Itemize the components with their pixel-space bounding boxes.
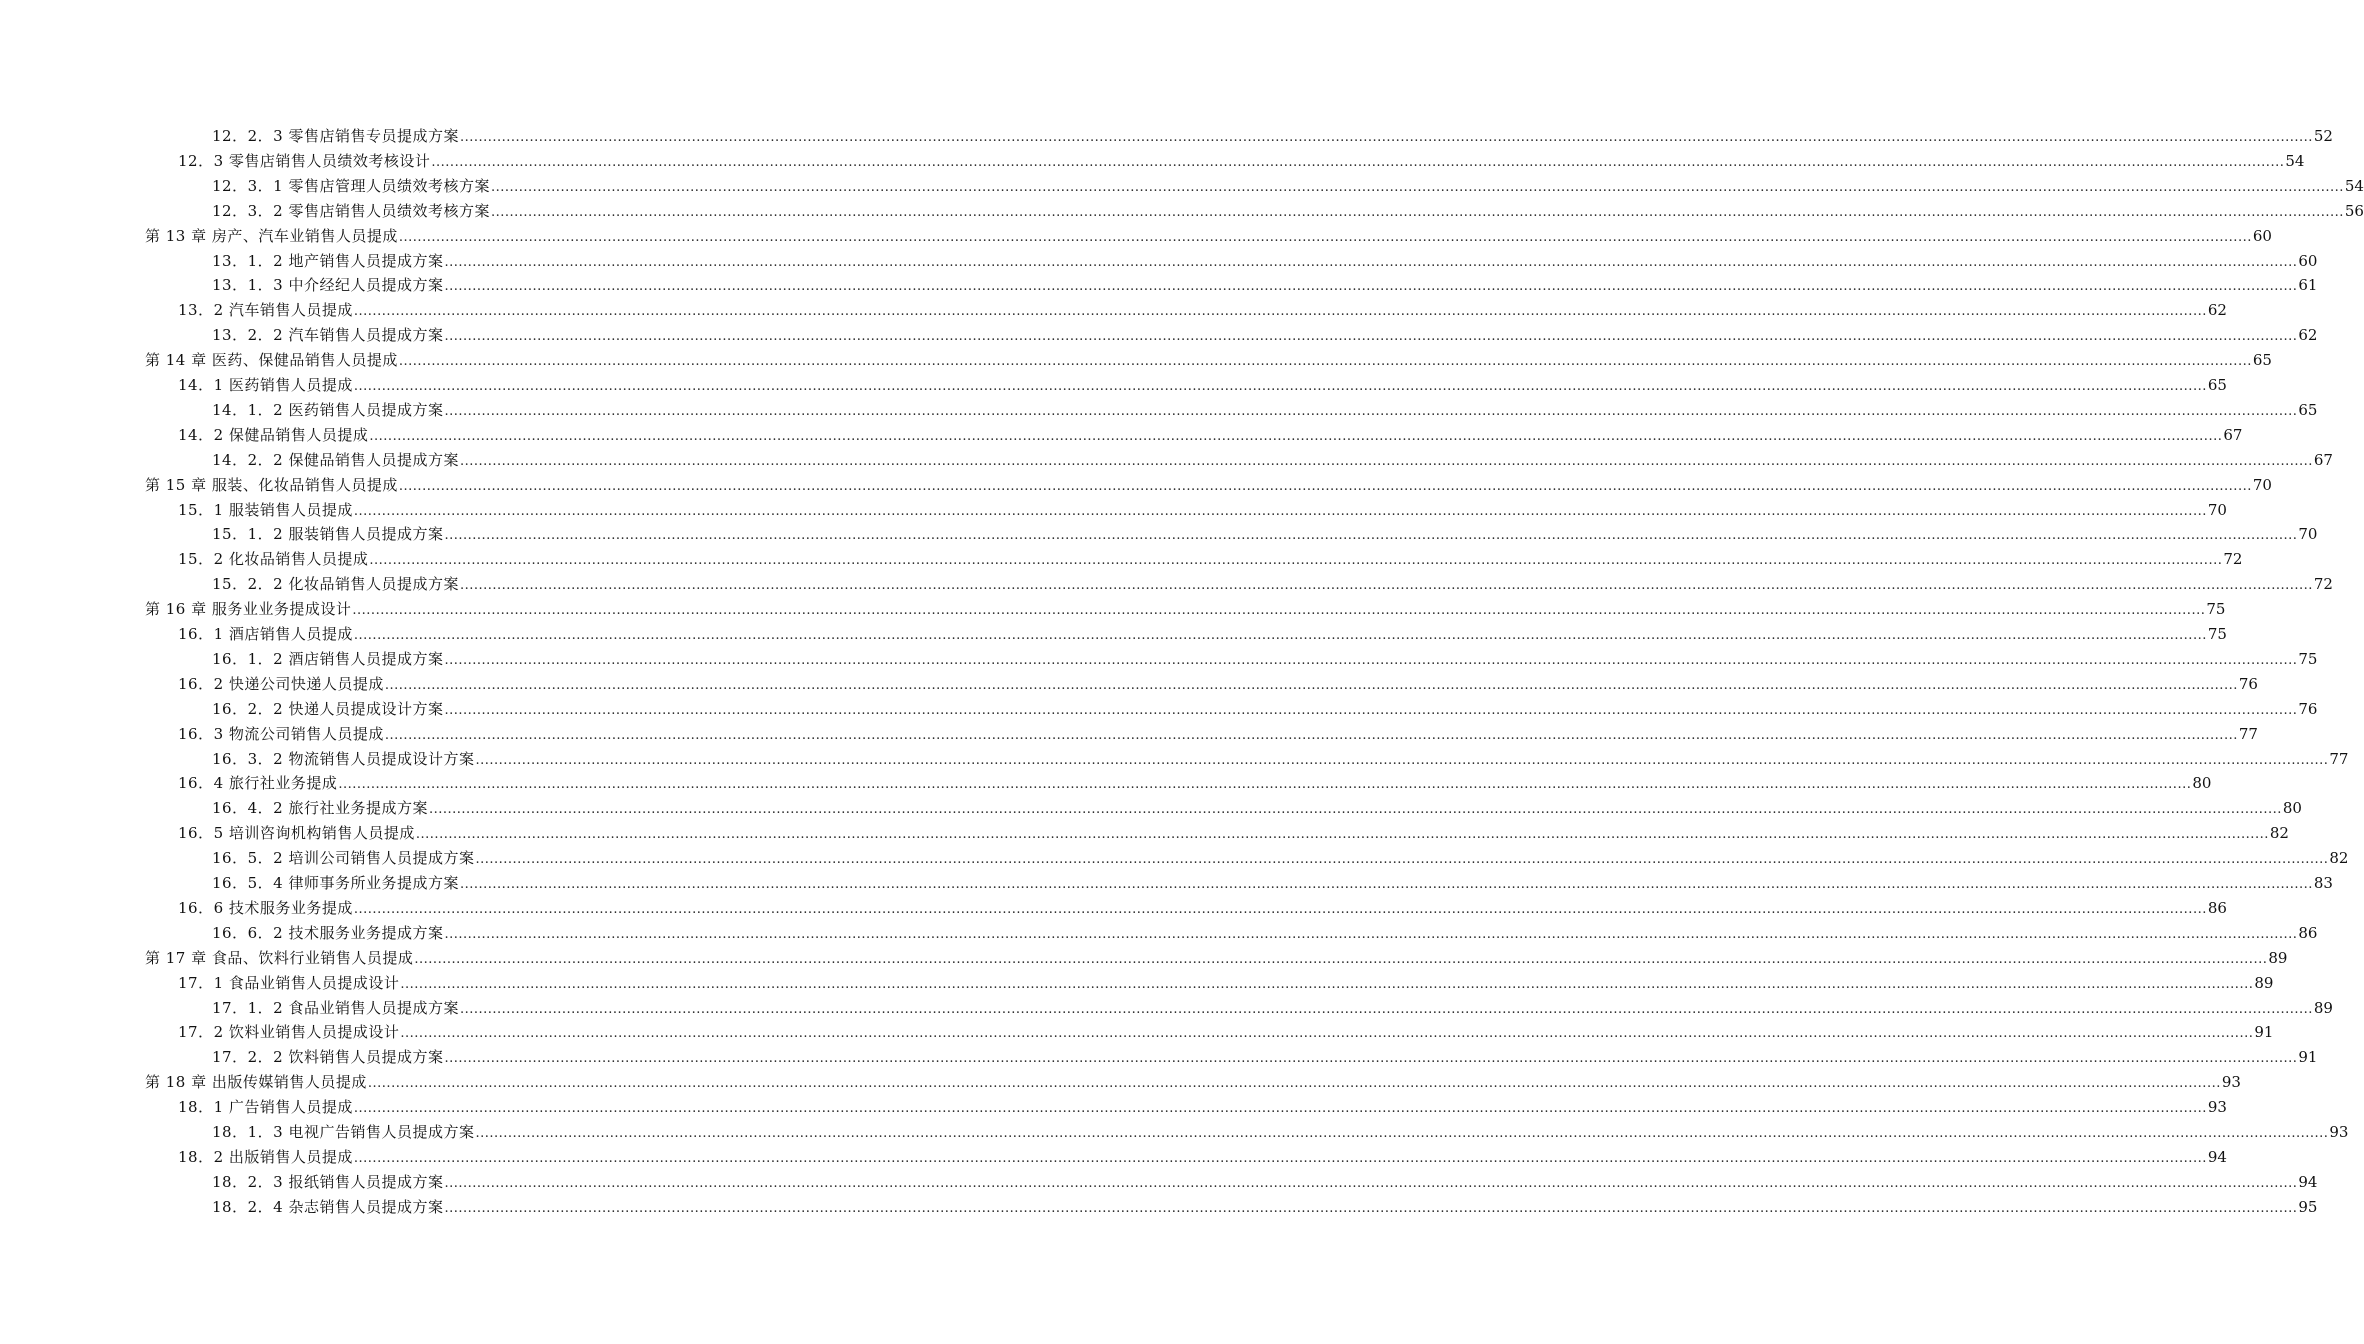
- toc-dot-leader: ................................................................................................................................................................................................................................................................................................................................................................................................................: [444, 1051, 2298, 1067]
- toc-entry[interactable]: [212, 199, 2364, 224]
- toc-dot-leader: ................................................................................................................................................................................................................................................................................................................................................................................................................: [338, 777, 2192, 793]
- toc-page-number: 91: [2298, 1048, 2318, 1067]
- toc-dot-leader: ................................................................................................................................................................................................................................................................................................................................................................................................................: [444, 702, 2298, 718]
- toc-page-number: 75: [2207, 625, 2227, 643]
- toc-dot-leader: ................................................................................................................................................................................................................................................................................................................................................................................................................: [353, 304, 2207, 320]
- toc-entry[interactable]: [212, 249, 2318, 274]
- toc-dot-leader: ................................................................................................................................................................................................................................................................................................................................................................................................................: [400, 976, 2254, 992]
- toc-dot-leader: ................................................................................................................................................................................................................................................................................................................................................................................................................: [398, 229, 2252, 245]
- toc-dot-leader: ................................................................................................................................................................................................................................................................................................................................................................................................................: [431, 154, 2285, 170]
- toc-entry-title: 15．1 服装销售人员提成: [178, 500, 353, 519]
- toc-page-number: 76: [2238, 674, 2258, 693]
- toc-page-number: 61: [2298, 276, 2318, 295]
- toc-dot-leader: ................................................................................................................................................................................................................................................................................................................................................................................................................: [353, 901, 2207, 917]
- toc-page-number: 60: [2298, 251, 2318, 270]
- toc-dot-leader: ................................................................................................................................................................................................................................................................................................................................................................................................................: [400, 1026, 2254, 1042]
- toc-dot-leader: ................................................................................................................................................................................................................................................................................................................................................................................................................: [444, 403, 2298, 419]
- toc-page-number: 62: [2298, 326, 2318, 345]
- toc-page-number: 65: [2298, 400, 2318, 419]
- toc-entry[interactable]: [212, 323, 2318, 348]
- toc-page-number: 89: [2268, 948, 2288, 967]
- toc-entry-title: 第 18 章 出版传媒销售人员提成: [145, 1073, 367, 1092]
- toc-page-number: 52: [2313, 127, 2333, 145]
- toc-entry-title: 17．2．2 饮料销售人员提成方案: [212, 1048, 444, 1067]
- toc-entry-title: 17．1．2 食品业销售人员提成方案: [212, 998, 459, 1017]
- toc-dot-leader: ................................................................................................................................................................................................................................................................................................................................................................................................................: [415, 827, 2269, 843]
- toc-entry[interactable]: [212, 1170, 2318, 1195]
- toc-page-number: 72: [2313, 575, 2333, 594]
- toc-page-number: 54: [2285, 151, 2305, 170]
- toc-dot-leader: ................................................................................................................................................................................................................................................................................................................................................................................................................: [459, 877, 2313, 892]
- toc-dot-leader: ................................................................................................................................................................................................................................................................................................................................................................................................................: [428, 802, 2282, 818]
- toc-entry-title: 13．2．2 汽车销售人员提成方案: [212, 326, 444, 345]
- toc-page-number: 80: [2192, 774, 2212, 793]
- toc-page-number: 93: [2329, 1123, 2349, 1141]
- toc-entry-title: 16．5．2 培训公司销售人员提成方案: [212, 849, 475, 868]
- toc-entry-title: 16．5．4 律师事务所业务提成方案: [212, 874, 459, 892]
- toc-page-number: 76: [2298, 699, 2318, 718]
- toc-entry[interactable]: [145, 473, 2272, 498]
- toc-entry[interactable]: [212, 871, 2333, 896]
- toc-entry[interactable]: [178, 498, 2227, 523]
- toc-dot-leader: ................................................................................................................................................................................................................................................................................................................................................................................................................: [444, 652, 2298, 668]
- toc-entry-title: 18．2 出版销售人员提成: [178, 1147, 353, 1166]
- toc-entry-title: 18．2．3 报纸销售人员提成方案: [212, 1172, 444, 1191]
- toc-dot-leader: ................................................................................................................................................................................................................................................................................................................................................................................................................: [475, 752, 2329, 768]
- toc-dot-leader: ................................................................................................................................................................................................................................................................................................................................................................................................................: [444, 926, 2298, 942]
- toc-entry[interactable]: [212, 124, 2333, 149]
- toc-page-number: 94: [2298, 1172, 2318, 1191]
- toc-entry[interactable]: [212, 273, 2318, 298]
- toc-page-number: 89: [2313, 998, 2333, 1017]
- toc-entry-title: 16．4 旅行社业务提成: [178, 774, 338, 793]
- toc-page-number: 70: [2207, 500, 2227, 519]
- toc-entry[interactable]: [178, 722, 2258, 747]
- toc-entry[interactable]: [212, 921, 2318, 946]
- toc-entry-title: 15．2 化妆品销售人员提成: [178, 550, 369, 569]
- toc-entry-title: 16．5 培训咨询机构销售人员提成: [178, 824, 415, 843]
- toc-page-number: 93: [2221, 1073, 2241, 1092]
- toc-entry-title: 13．1．3 中介经纪人员提成方案: [212, 276, 444, 295]
- toc-page-number: 86: [2298, 923, 2318, 942]
- toc-entry[interactable]: [178, 821, 2289, 846]
- toc-page-number: 75: [2298, 649, 2318, 668]
- toc-entry-title: 14．2 保健品销售人员提成: [178, 425, 369, 444]
- toc-entry-title: 第 14 章 医药、保健品销售人员提成: [145, 351, 398, 370]
- toc-entry-title: 16．3 物流公司销售人员提成: [178, 724, 384, 743]
- toc-dot-leader: ................................................................................................................................................................................................................................................................................................................................................................................................................: [490, 204, 2344, 220]
- toc-entry[interactable]: [178, 1145, 2227, 1170]
- toc-dot-leader: ................................................................................................................................................................................................................................................................................................................................................................................................................: [398, 354, 2252, 370]
- toc-entry-title: 16．4．2 旅行社业务提成方案: [212, 799, 428, 818]
- toc-entry[interactable]: [178, 971, 2274, 996]
- toc-entry[interactable]: [178, 1095, 2227, 1120]
- toc-dot-leader: ................................................................................................................................................................................................................................................................................................................................................................................................................: [353, 1150, 2207, 1166]
- toc-entry-title: 16．2 快递公司快递人员提成: [178, 674, 384, 693]
- toc-page-number: 86: [2207, 898, 2227, 917]
- toc-entry[interactable]: [178, 298, 2227, 323]
- toc-entry-title: 第 13 章 房产、汽车业销售人员提成: [145, 226, 398, 245]
- toc-entry[interactable]: [145, 1070, 2241, 1095]
- toc-entry-title: 14．1．2 医药销售人员提成方案: [212, 400, 444, 419]
- toc-entry-title: 18．2．4 杂志销售人员提成方案: [212, 1197, 444, 1216]
- toc-entry-title: 15．1．2 服装销售人员提成方案: [212, 525, 444, 544]
- toc-entry[interactable]: [178, 896, 2227, 921]
- toc-page-number: 77: [2238, 724, 2258, 743]
- toc-page-number: 95: [2298, 1197, 2318, 1216]
- toc-entry[interactable]: [212, 1195, 2318, 1220]
- toc-entry[interactable]: [212, 846, 2349, 871]
- toc-page-number: 65: [2207, 376, 2227, 394]
- toc-dot-leader: ................................................................................................................................................................................................................................................................................................................................................................................................................: [459, 578, 2313, 594]
- toc-entry-title: 18．1 广告销售人员提成: [178, 1098, 353, 1117]
- toc-dot-leader: ................................................................................................................................................................................................................................................................................................................................................................................................................: [353, 503, 2207, 519]
- toc-dot-leader: ................................................................................................................................................................................................................................................................................................................................................................................................................: [444, 1200, 2298, 1216]
- toc-entry[interactable]: [145, 348, 2272, 373]
- toc-dot-leader: ................................................................................................................................................................................................................................................................................................................................................................................................................: [369, 428, 2223, 444]
- toc-entry-title: 16．6．2 技术服务业务提成方案: [212, 923, 444, 942]
- toc-entry-title: 15．2．2 化妆品销售人员提成方案: [212, 575, 459, 594]
- toc-dot-leader: ................................................................................................................................................................................................................................................................................................................................................................................................................: [369, 553, 2223, 569]
- toc-page-number: 83: [2313, 874, 2333, 892]
- toc-entry[interactable]: [212, 448, 2333, 473]
- toc-entry-title: 第 17 章 食品、饮料行业销售人员提成: [145, 948, 414, 967]
- toc-page-number: 67: [2313, 450, 2333, 469]
- toc-entry-title: 16．2．2 快递人员提成设计方案: [212, 699, 444, 718]
- toc-entry-title: 12．3 零售店销售人员绩效考核设计: [178, 151, 431, 170]
- toc-entry[interactable]: [212, 796, 2302, 821]
- toc-page-number: 75: [2206, 600, 2226, 619]
- toc-dot-leader: ................................................................................................................................................................................................................................................................................................................................................................................................................: [398, 478, 2252, 494]
- toc-entry[interactable]: [212, 522, 2318, 547]
- toc-entry[interactable]: [212, 647, 2318, 672]
- toc-entry-title: 12．2．3 零售店销售专员提成方案: [212, 127, 459, 145]
- toc-entry[interactable]: [178, 1020, 2274, 1045]
- toc-page-number: 65: [2252, 351, 2272, 370]
- toc-dot-leader: ................................................................................................................................................................................................................................................................................................................................................................................................................: [459, 1001, 2313, 1017]
- toc-entry[interactable]: [178, 672, 2258, 697]
- toc-dot-leader: ................................................................................................................................................................................................................................................................................................................................................................................................................: [459, 453, 2313, 469]
- toc-entry-title: 16．1 酒店销售人员提成: [178, 625, 353, 643]
- toc-entry-title: 18．1．3 电视广告销售人员提成方案: [212, 1123, 475, 1141]
- toc-dot-leader: ................................................................................................................................................................................................................................................................................................................................................................................................................: [444, 254, 2298, 270]
- toc-entry-title: 16．3．2 物流销售人员提成设计方案: [212, 749, 475, 768]
- toc-page-number: 70: [2252, 475, 2272, 494]
- toc-page-number: 56: [2344, 201, 2364, 220]
- toc-page-number: 67: [2223, 425, 2243, 444]
- toc-entry[interactable]: [212, 1120, 2349, 1145]
- toc-entry[interactable]: [212, 174, 2364, 199]
- toc-entry-title: 12．3．1 零售店管理人员绩效考核方案: [212, 176, 490, 195]
- toc-dot-leader: ................................................................................................................................................................................................................................................................................................................................................................................................................: [367, 1076, 2221, 1092]
- toc-dot-leader: ................................................................................................................................................................................................................................................................................................................................................................................................................: [384, 677, 2238, 693]
- toc-dot-leader: ................................................................................................................................................................................................................................................................................................................................................................................................................: [414, 951, 2268, 967]
- toc-entry-title: 第 15 章 服装、化妆品销售人员提成: [145, 475, 398, 494]
- toc-page-number: 70: [2298, 525, 2318, 544]
- toc-entry-title: 16．6 技术服务业务提成: [178, 898, 353, 917]
- toc-entry[interactable]: [178, 423, 2243, 448]
- toc-dot-leader: ................................................................................................................................................................................................................................................................................................................................................................................................................: [353, 1101, 2207, 1117]
- toc-entry[interactable]: [178, 149, 2305, 174]
- toc-page-number: 54: [2344, 176, 2364, 195]
- toc-page-number: 93: [2207, 1098, 2227, 1117]
- toc-page-number: 94: [2207, 1147, 2227, 1166]
- toc-entry-title: 13．1．2 地产销售人员提成方案: [212, 251, 444, 270]
- toc-dot-leader: ................................................................................................................................................................................................................................................................................................................................................................................................................: [459, 130, 2313, 145]
- toc-entry-title: 第 16 章 服务业业务提成设计: [145, 600, 352, 619]
- toc-entry[interactable]: [145, 597, 2226, 622]
- toc-page-number: 82: [2329, 849, 2349, 868]
- toc-entry[interactable]: [212, 1045, 2318, 1070]
- toc-entry[interactable]: [178, 547, 2243, 572]
- toc-entry-title: 13．2 汽车销售人员提成: [178, 301, 353, 320]
- toc-page-number: 80: [2282, 799, 2302, 818]
- toc-entry[interactable]: [178, 622, 2227, 647]
- toc-entry[interactable]: [212, 747, 2349, 772]
- toc-entry-title: 14．1 医药销售人员提成: [178, 376, 353, 394]
- toc-entry[interactable]: [212, 572, 2333, 597]
- toc-page-number: 77: [2329, 749, 2349, 768]
- toc-dot-leader: ................................................................................................................................................................................................................................................................................................................................................................................................................: [384, 727, 2238, 743]
- toc-entry[interactable]: [178, 771, 2212, 796]
- toc-page-number: 60: [2252, 226, 2272, 245]
- toc-dot-leader: ................................................................................................................................................................................................................................................................................................................................................................................................................: [352, 603, 2206, 619]
- toc-entry-title: 17．1 食品业销售人员提成设计: [178, 973, 400, 992]
- toc-entry[interactable]: [178, 373, 2227, 398]
- toc-dot-leader: ................................................................................................................................................................................................................................................................................................................................................................................................................: [475, 852, 2329, 868]
- toc-dot-leader: ................................................................................................................................................................................................................................................................................................................................................................................................................: [353, 379, 2207, 394]
- toc-dot-leader: ................................................................................................................................................................................................................................................................................................................................................................................................................: [444, 528, 2298, 544]
- toc-entry-title: 12．3．2 零售店销售人员绩效考核方案: [212, 201, 490, 220]
- toc-entry-title: 17．2 饮料业销售人员提成设计: [178, 1023, 400, 1042]
- toc-page-number: 89: [2254, 973, 2274, 992]
- toc-entry[interactable]: [145, 224, 2272, 249]
- toc-entry-title: 16．1．2 酒店销售人员提成方案: [212, 649, 444, 668]
- toc-entry[interactable]: [212, 697, 2318, 722]
- toc-entry[interactable]: [145, 946, 2288, 971]
- toc-entry[interactable]: [212, 996, 2333, 1021]
- toc-entry-title: 14．2．2 保健品销售人员提成方案: [212, 450, 459, 469]
- toc-entry[interactable]: [212, 398, 2318, 423]
- toc-dot-leader: ................................................................................................................................................................................................................................................................................................................................................................................................................: [353, 628, 2207, 643]
- toc-dot-leader: ................................................................................................................................................................................................................................................................................................................................................................................................................: [490, 179, 2344, 195]
- toc-page-number: 82: [2269, 824, 2289, 843]
- toc-dot-leader: ................................................................................................................................................................................................................................................................................................................................................................................................................: [475, 1126, 2329, 1141]
- toc-dot-leader: ................................................................................................................................................................................................................................................................................................................................................................................................................: [444, 1175, 2298, 1191]
- toc-dot-leader: ................................................................................................................................................................................................................................................................................................................................................................................................................: [444, 329, 2298, 345]
- toc-page-number: 91: [2254, 1023, 2274, 1042]
- toc-dot-leader: ................................................................................................................................................................................................................................................................................................................................................................................................................: [444, 279, 2298, 295]
- toc-page-number: 62: [2207, 301, 2227, 320]
- toc-page-number: 72: [2223, 550, 2243, 569]
